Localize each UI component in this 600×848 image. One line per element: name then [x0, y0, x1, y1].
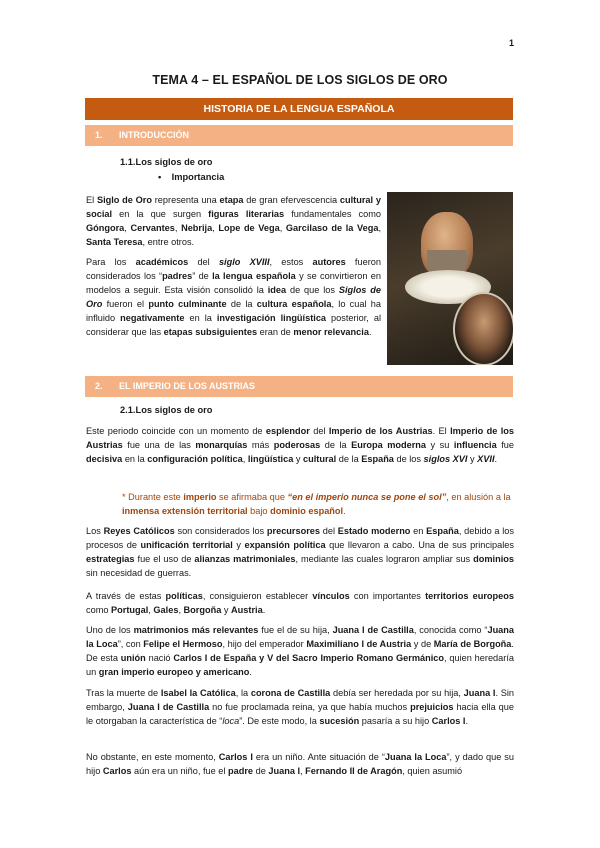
bullet-item	[158, 172, 224, 182]
section-label: INTRODUCCIÓN	[119, 130, 189, 140]
page-number: 1	[508, 38, 514, 48]
quote-text: .	[343, 506, 346, 516]
subheading-label: Los siglos de oro	[135, 157, 213, 167]
paragraph-carlos: No obstante, en este momento, Carlos I era un niño. Ante situación de “Juana la Loca”, y dado que su hijo Carlos aún era un niño, fue el padre de Juana I, Fernando II de Aragón, quien asumió	[86, 752, 514, 776]
portrait-illustration	[387, 192, 513, 365]
portrait-inset	[453, 292, 513, 365]
quote-text: Durante este	[128, 492, 184, 502]
quote-italic: “en el imperio nunca se pone el sol”	[287, 492, 447, 502]
paragraph-intro-2: Para los académicos del siglo XVIII, estos autores fueron considerados los “padres” de la lengua española y se convirtieron en modelos a seguir. Esta visión consolidó la idea de que los Siglos de Oro fueron el punto culminante de la cultura española, lo cual ha influido negativamente en la investigación lingüística posterior, al considerar que las etapas subsiguientes eran de menor relevancia.	[86, 257, 382, 337]
subheading-number: 1.1.	[120, 157, 136, 167]
paragraph-politicas: A través de estas políticas, consiguieron establecer vínculos con importantes territorios europeos como Portugal, Gales, Borgoña y Austria.	[86, 591, 514, 615]
subheading-number: 2.1.	[120, 405, 136, 415]
quote-text: bajo	[247, 506, 271, 516]
quote-bold: dominio español	[270, 506, 344, 516]
section-number: 2.	[95, 381, 103, 391]
paragraph-matrimonios: Uno de los matrimonios más relevantes fue el de su hija, Juana I de Castilla, conocida como “Juana la Loca”, con Felipe el Hermoso, hijo del emperador Maximiliano I de Austria y de María de Borgoña. De esta unión nació Carlos I de España y V del Sacro Imperio Romano Germánico, quien heredaría un gran imperio europeo y americano.	[86, 625, 515, 677]
quote-note	[122, 490, 513, 518]
paragraph-reyes-catolicos: Los Reyes Católicos son considerados los precursores del Estado moderno en España, debido a los procesos de unificación territorial y expansión política que llevaron a cabo. Una de sus principales estrategias fue el uso de alianzas matrimoniales, mediante las cuales lograron ampliar sus dominios sin necesidad de guerras.	[86, 526, 515, 578]
section-header-introduccion	[85, 125, 513, 146]
section-header-imperio	[85, 376, 513, 397]
section-label: EL IMPERIO DE LOS AUSTRIAS	[119, 381, 256, 391]
document-title: TEMA 4 – EL ESPAÑOL DE LOS SIGLOS DE ORO	[152, 73, 448, 87]
paragraph-isabel: Tras la muerte de Isabel la Católica, la corona de Castilla debía ser heredada por su hija, Juana I. Sin embargo, Juana I de Castilla no fue proclamada reina, ya que había muchos prejuicios hacia ella que le otorgaban la característica de “loca”. De este modo, la sucesión pasaría a su hijo Carlos I.	[86, 688, 514, 726]
note-asterisk: *	[122, 492, 126, 502]
quote-bold: inmensa extensión territorial	[122, 506, 248, 516]
banner-history: HISTORIA DE LA LENGUA ESPAÑOLA	[85, 98, 513, 120]
quote-text: se afirmaba que	[216, 492, 288, 502]
quote-text: , en alusión a la	[446, 492, 511, 502]
subheading-1-1	[120, 157, 212, 167]
section-number: 1.	[95, 130, 103, 140]
subheading-2-1	[120, 405, 212, 415]
subheading-label: Los siglos de oro	[135, 405, 213, 415]
quote-bold: imperio	[183, 492, 217, 502]
bullet-label: Importancia	[171, 172, 225, 182]
paragraph-imperio-1: Este periodo coincide con un momento de esplendor del Imperio de los Austrias. El Imperio de los Austrias fue una de las monarquías más poderosas de la Europa moderna y su influencia fue decisiva en la configuración política, lingüística y cultural de la España de los siglos XVI y XVII.	[86, 426, 514, 464]
bullet-dot-icon: •	[158, 172, 162, 182]
paragraph-intro-1: El Siglo de Oro representa una etapa de gran efervescencia cultural y social en la que surgen figuras literarias fundamentales como Góngora, Cervantes, Nebrija, Lope de Vega, Garcilaso de la Vega, Santa Teresa, entre otros.	[86, 195, 382, 247]
